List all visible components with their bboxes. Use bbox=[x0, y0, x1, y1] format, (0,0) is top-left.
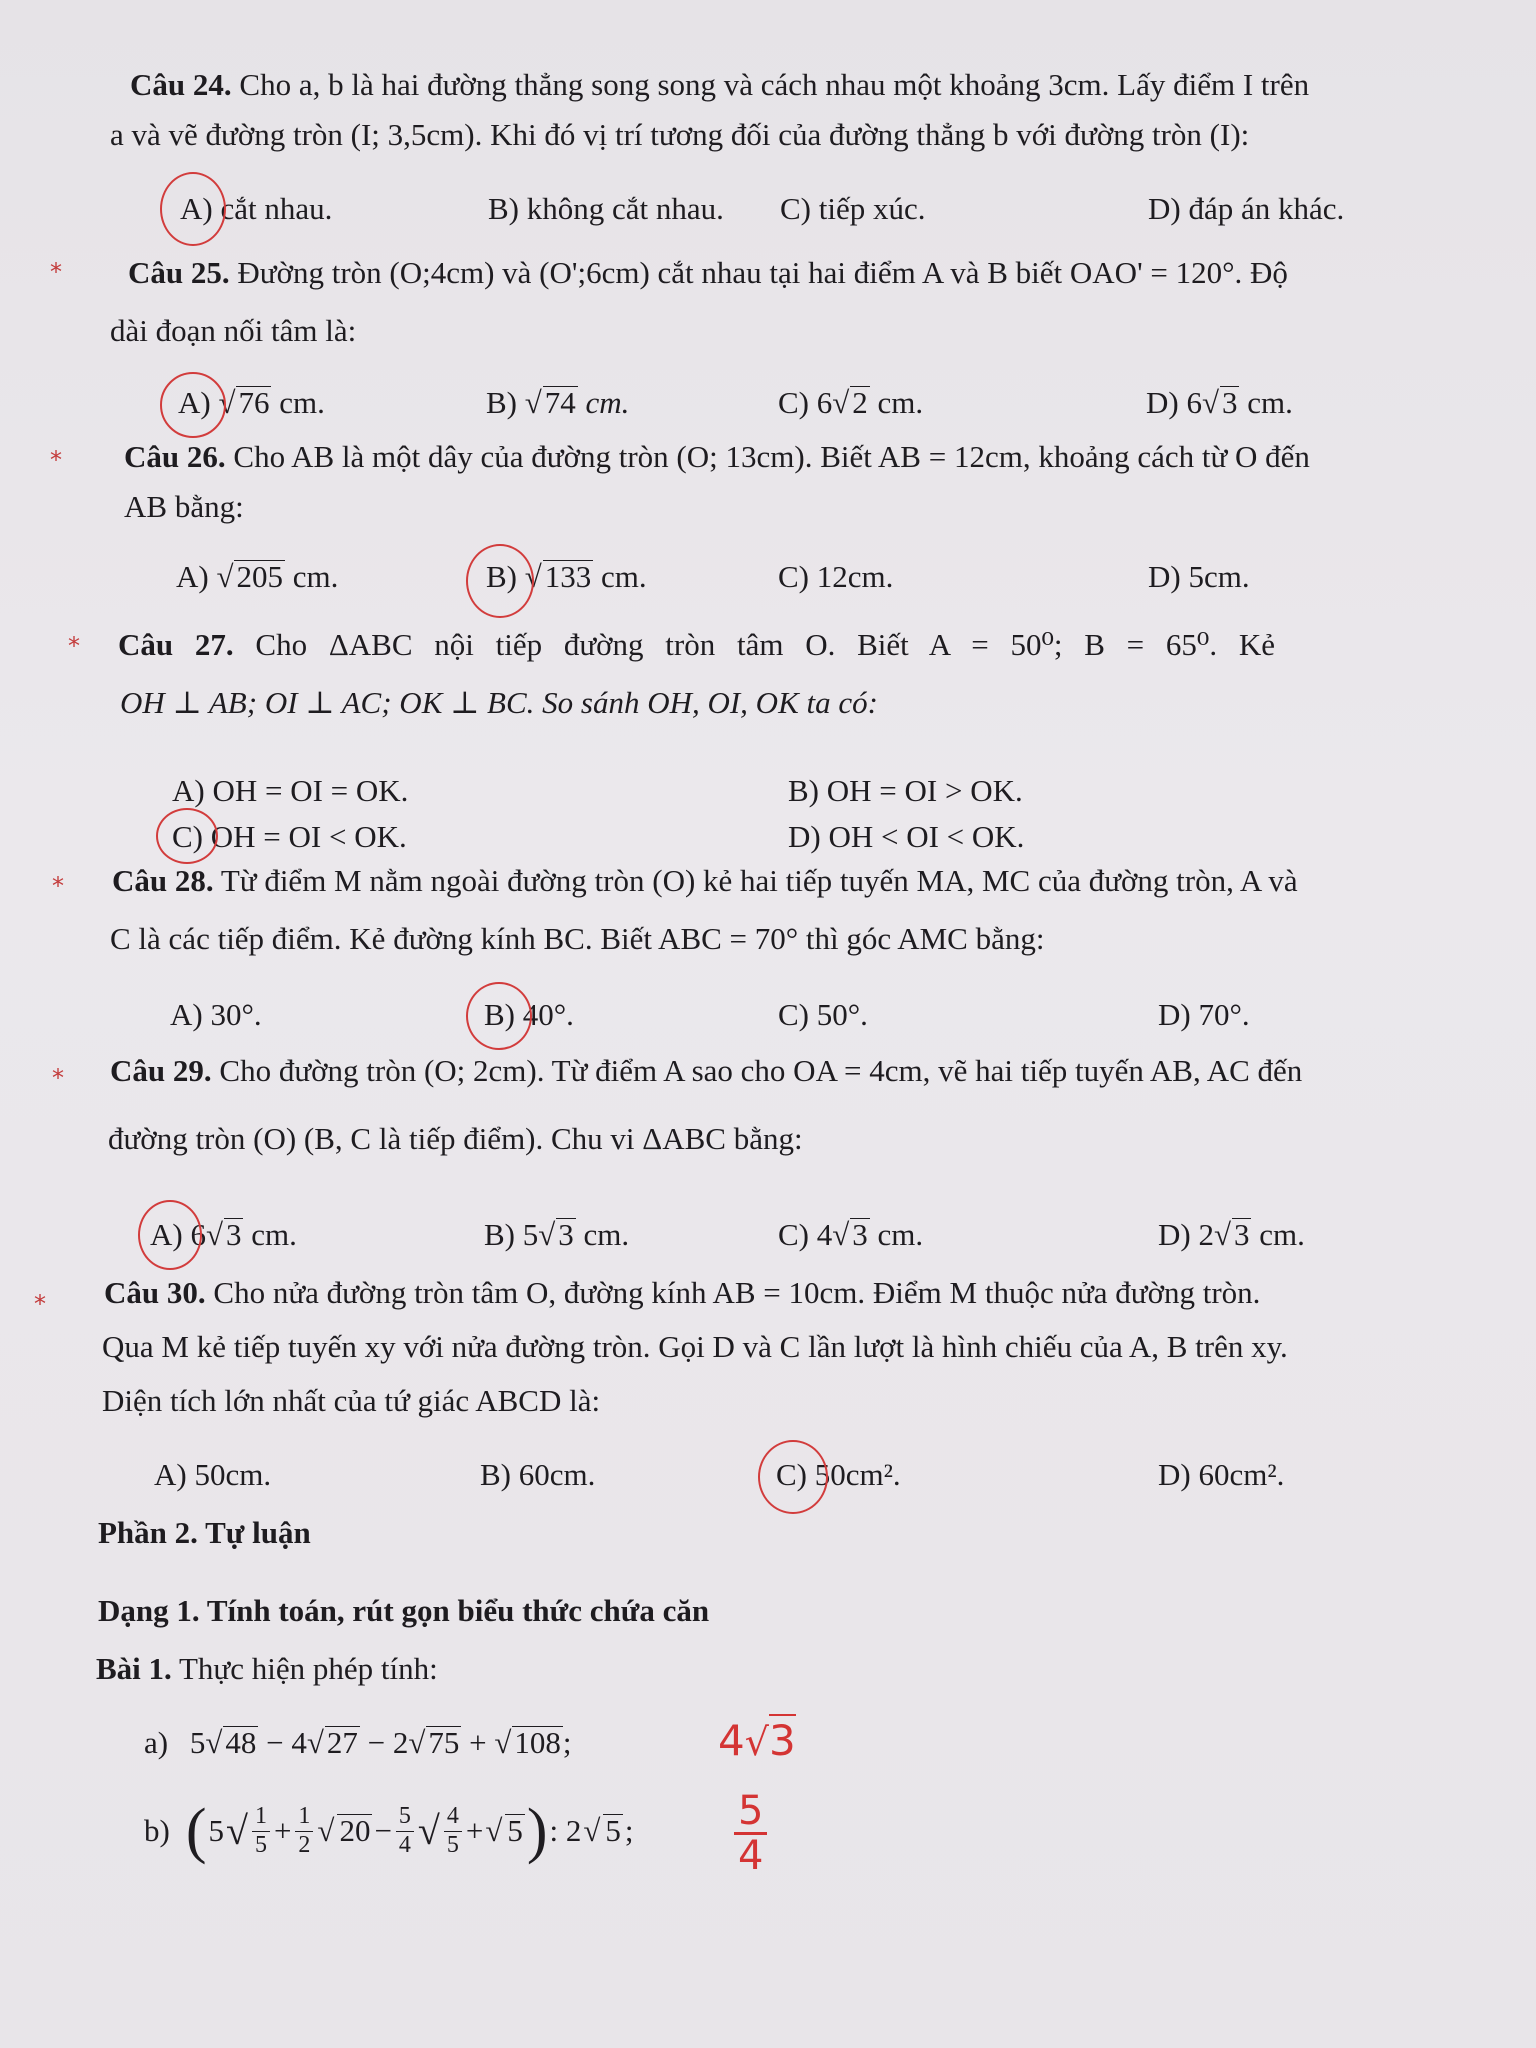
q27-option-c: C) OH = OI < OK. bbox=[172, 819, 407, 854]
bai1-heading: Bài 1. Thực hiện phép tính: bbox=[96, 1651, 438, 1686]
answer-circle-q30 bbox=[758, 1440, 828, 1514]
answer-circle-q29 bbox=[138, 1200, 202, 1270]
q30-option-c: C) 50cm². bbox=[776, 1457, 901, 1492]
handwritten-answer-b: 5 4 bbox=[734, 1790, 767, 1877]
part2-heading: Phần 2. Tự luận bbox=[98, 1515, 311, 1550]
q27-line2: OH ⊥ AB; OI ⊥ AC; OK ⊥ BC. So sánh OH, OI, OK ta có: bbox=[120, 685, 878, 720]
red-star-mark: * bbox=[68, 632, 80, 660]
q29-option-b: B) 5√3 cm. bbox=[484, 1217, 630, 1252]
q26-line1: Câu 26. Cho AB là một dây của đường tròn (O; 13cm). Biết AB = 12cm, khoảng cách từ O đến bbox=[124, 439, 1310, 474]
red-star-mark: * bbox=[50, 258, 62, 286]
q29-option-c: C) 4√3 cm. bbox=[778, 1217, 924, 1252]
q24-option-c: C) tiếp xúc. bbox=[780, 191, 926, 226]
q26-option-b: B) √133 cm. bbox=[486, 559, 647, 594]
answer-circle-q26 bbox=[466, 544, 534, 618]
q27-option-a: A) OH = OI = OK. bbox=[172, 773, 409, 808]
answer-circle-q24 bbox=[160, 172, 226, 246]
bai1-part-a: a) 5√48 − 4√27 − 2√75 + √108; bbox=[144, 1725, 572, 1760]
q30-option-b: B) 60cm. bbox=[480, 1457, 596, 1492]
q28-option-d: D) 70°. bbox=[1158, 997, 1250, 1032]
q25-line1: Câu 25. Đường tròn (O;4cm) và (O';6cm) cắt nhau tại hai điểm A và B biết OAO' = 120°. Độ bbox=[128, 255, 1288, 290]
q26-option-c: C) 12cm. bbox=[778, 559, 894, 594]
q28-option-b: B) 40°. bbox=[484, 997, 574, 1032]
q25-option-d: D) 6√3 cm. bbox=[1146, 385, 1293, 420]
q29-option-d: D) 2√3 cm. bbox=[1158, 1217, 1305, 1252]
q25-option-b: B) √74 cm. bbox=[486, 385, 630, 420]
q30-option-a: A) 50cm. bbox=[154, 1457, 272, 1492]
q28-line2: C là các tiếp điểm. Kẻ đường kính BC. Biết ABC = 70° thì góc AMC bằng: bbox=[110, 921, 1045, 956]
red-star-mark: * bbox=[50, 446, 62, 474]
q27-option-b: B) OH = OI > OK. bbox=[788, 773, 1023, 808]
q28-option-c: C) 50°. bbox=[778, 997, 868, 1032]
q24-line1: Câu 24. Cho a, b là hai đường thẳng song song và cách nhau một khoảng 3cm. Lấy điểm I trên bbox=[130, 67, 1310, 102]
q30-line2: Qua M kẻ tiếp tuyến xy với nửa đường tròn. Gọi D và C lần lượt là hình chiếu của A, B trên xy. bbox=[102, 1329, 1288, 1364]
q25-option-c: C) 6√2 cm. bbox=[778, 385, 924, 420]
bai1-part-b: b) ( 5 √ $\frac{1}{5}$ + $\frac{1}{2}$ √ 20 − $\frac{5}{4}$ √ $\frac{4}{5}$ + √ 5 ) : 2 √ 5 ; bbox=[144, 1797, 634, 1865]
red-star-mark: * bbox=[52, 872, 64, 900]
q30-option-d: D) 60cm². bbox=[1158, 1457, 1285, 1492]
red-star-mark: * bbox=[34, 1290, 46, 1318]
answer-circle-q25 bbox=[160, 372, 226, 438]
q27-line1: Câu 27. Cho ΔABC nội tiếp đường tròn tâm O. Biết A = 50⁰; B = 65⁰. Kẻ bbox=[118, 627, 1275, 662]
q24-option-b: B) không cắt nhau. bbox=[488, 191, 724, 226]
red-star-mark: * bbox=[52, 1064, 64, 1092]
answer-circle-q28 bbox=[466, 982, 532, 1050]
q28-option-a: A) 30°. bbox=[170, 997, 262, 1032]
q30-line1: Câu 30. Cho nửa đường tròn tâm O, đường kính AB = 10cm. Điểm M thuộc nửa đường tròn. bbox=[104, 1275, 1261, 1310]
q29-option-a: A) 6√3 cm. bbox=[150, 1217, 297, 1252]
q27-option-d: D) OH < OI < OK. bbox=[788, 819, 1025, 854]
dang1-heading: Dạng 1. Tính toán, rút gọn biểu thức chứa căn bbox=[98, 1593, 710, 1628]
q29-line2: đường tròn (O) (B, C là tiếp điểm). Chu vi ΔABC bằng: bbox=[108, 1121, 803, 1156]
q29-line1: Câu 29. Cho đường tròn (O; 2cm). Từ điểm A sao cho OA = 4cm, vẽ hai tiếp tuyến AB, AC đến bbox=[110, 1053, 1303, 1088]
q26-line2: AB bằng: bbox=[124, 489, 244, 524]
q30-line3: Diện tích lớn nhất của tứ giác ABCD là: bbox=[102, 1383, 601, 1418]
q24-option-d: D) đáp án khác. bbox=[1148, 191, 1345, 226]
q24-line2: a và vẽ đường tròn (I; 3,5cm). Khi đó vị trí tương đối của đường thẳng b với đường tròn (I): bbox=[110, 117, 1250, 152]
q26-option-d: D) 5cm. bbox=[1148, 559, 1250, 594]
q25-option-a: A) √76 cm. bbox=[178, 385, 325, 420]
q24-option-a: A) cắt nhau. bbox=[180, 191, 333, 226]
q28-line1: Câu 28. Từ điểm M nằm ngoài đường tròn (O) kẻ hai tiếp tuyến MA, MC của đường tròn, A và bbox=[112, 863, 1298, 898]
handwritten-answer-a: 4√3 bbox=[718, 1716, 796, 1765]
q25-line2: dài đoạn nối tâm là: bbox=[110, 313, 357, 348]
q26-option-a: A) √205 cm. bbox=[176, 559, 339, 594]
answer-circle-q27 bbox=[156, 808, 218, 864]
